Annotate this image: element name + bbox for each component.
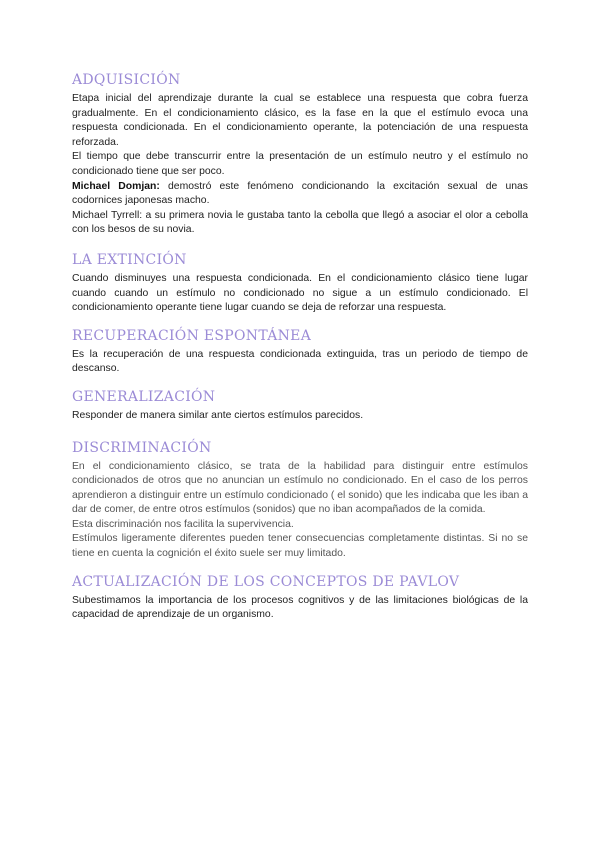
heading-recuperacion: RECUPERACIÓN ESPONTÁNEA [72, 327, 312, 344]
paragraph-adquisicion-timing: El tiempo que debe transcurrir entre la presentación de un estímulo neutro y el estímulo no condicionado tiene que ser poco. [72, 151, 528, 177]
heading-actualizacion: ACTUALIZACIÓN DE LOS CONCEPTOS DE PAVLOV [72, 573, 460, 590]
paragraph-discriminacion-consequences: Estímulos ligeramente diferentes pueden tener consecuencias completamente distintas. Si no se tiene en cuenta la cognición el éxito suele ser muy limitado. [72, 533, 528, 560]
section-recuperacion [72, 326, 528, 377]
section-discriminacion [72, 438, 528, 562]
domjan-name: Michael Domjan: [72, 180, 160, 192]
paragraph-actualizacion: Subestimamos la importancia de los procesos cognitivos y de las limitaciones biológicas de la capacidad de aprendizaje de un organismo. [72, 594, 528, 621]
paragraph-domjan [72, 180, 528, 209]
heading-extincion: LA EXTINCIÓN [72, 251, 187, 268]
paragraph-recuperacion: Es la recuperación de una respuesta condicionada extinguida, tras un periodo de tiempo de descanso. [72, 348, 528, 375]
domjan-text: demostró este fenómeno condicionando la excitación sexual de unas codornices japonesas macho. [72, 180, 529, 207]
section-extincion [72, 250, 528, 316]
section-actualizacion [72, 572, 528, 623]
section-adquisicion [72, 70, 528, 238]
section-generalizacion [72, 387, 528, 424]
paragraph-extincion: Cuando disminuyes una respuesta condicionada. En el condicionamiento clásico tiene lugar cuando cuando un estímulo no condicionado no sigue a un estímulo condicionado. El condicionamiento operante tiene lugar cuando se deja de reforzar una respuesta. [72, 272, 528, 314]
heading-generalizacion: GENERALIZACIÓN [72, 388, 216, 405]
paragraph-discriminacion-survival: Esta discriminación nos facilita la supervivencia. [72, 518, 294, 530]
paragraph-generalizacion: Responder de manera similar ante ciertos estímulos parecidos. [72, 409, 364, 421]
paragraph-discriminacion-definition: En el condicionamiento clásico, se trata de la habilidad para distinguir entre estímulos condicionados de otros que no anuncian un estímulo no condicionado. En el caso de los perros aprendieron a distinguir entre un estímulo condicionado ( el sonido) que les indicaba que les iban a dar de comer, de entre otros estímulos (sonidos) que no iban acompañados de la comida. [72, 460, 528, 516]
paragraph-adquisicion-definition: Etapa inicial del aprendizaje durante la cual se establece una respuesta que cobra fuerza gradualmente. En el condicionamiento clásico, es la fase en la que el estímulo evoca una respuesta condicionada. En el condicionamiento operante, la potenciación de una respuesta reforzada. [72, 93, 528, 148]
paragraph-tyrrell: Michael Tyrrell: a su primera novia le gustaba tanto la cebolla que llegó a asociar el olor a cebolla con los besos de su novia. [72, 209, 528, 236]
heading-adquisicion: ADQUISICIÓN [72, 72, 181, 88]
heading-discriminacion: DISCRIMINACIÓN [72, 439, 212, 456]
document-page [72, 70, 528, 633]
